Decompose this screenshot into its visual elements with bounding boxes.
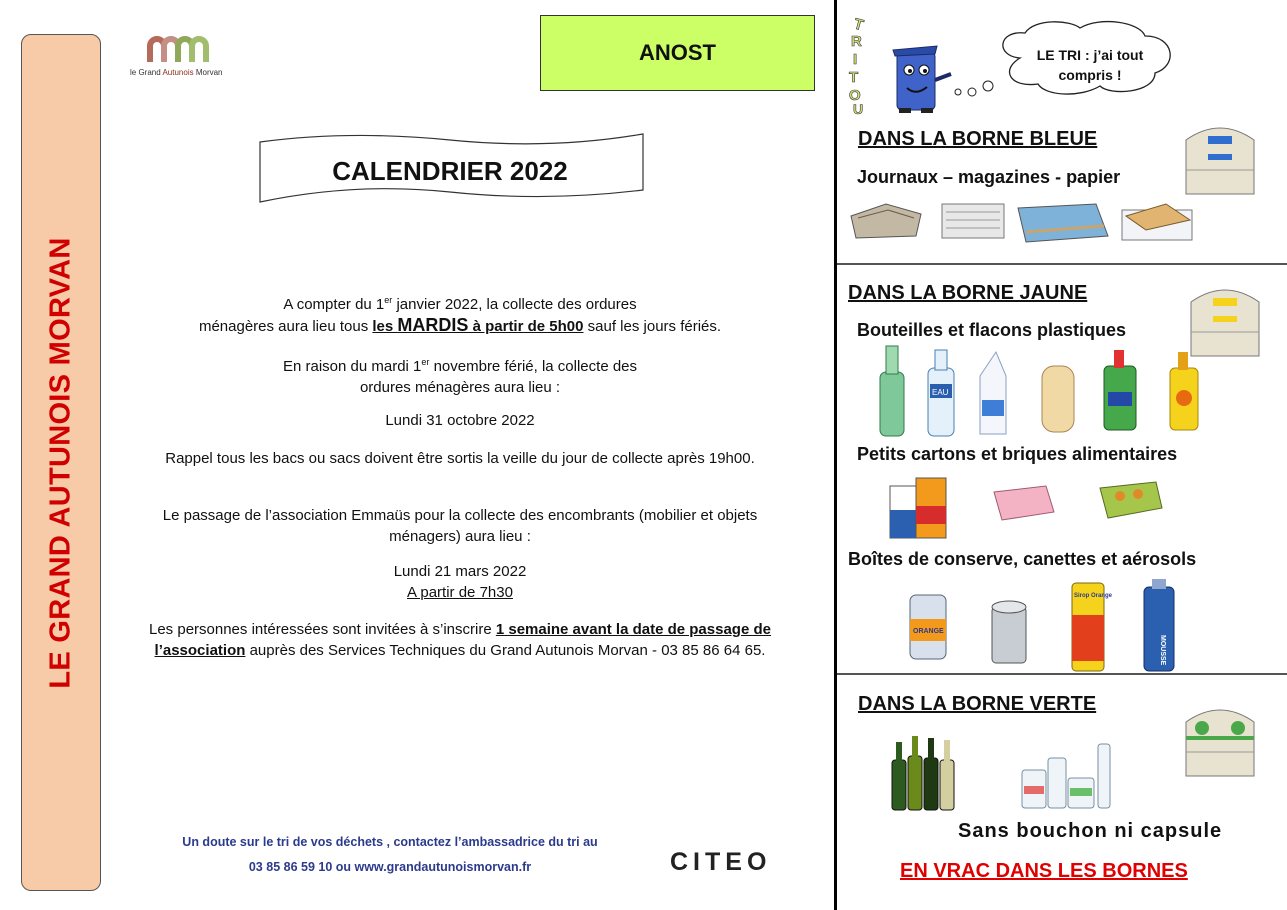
emmaus-date-block — [120, 561, 800, 603]
plastic-bottles-icon — [872, 342, 1212, 440]
blue-items-label: Journaux – magazines - papier — [857, 167, 1121, 187]
green-bin-icon — [1180, 702, 1260, 782]
cartons-icon — [886, 472, 1166, 544]
bulk-notice: EN VRAC DANS LES BORNES — [900, 860, 1188, 882]
registration-paragraph — [120, 619, 800, 661]
svg-text:U: U — [853, 101, 864, 115]
paper-items-icon — [846, 196, 1196, 246]
newspaper-stack-icon — [942, 204, 1004, 238]
svg-text:EAU: EAU — [932, 388, 949, 397]
registration-line-1: Les personnes intéressées sont invitées à s’inscrire 1 semaine avant la date de passage de — [149, 621, 771, 638]
svg-text:O: O — [849, 87, 861, 104]
cracker-box-icon — [994, 486, 1054, 520]
milk-bottle-icon — [980, 352, 1006, 434]
detergent-bottle-icon — [1104, 350, 1136, 430]
svg-text:T: T — [851, 15, 866, 35]
logo-mark-icon — [120, 30, 255, 70]
emmaus-line-2: ménagers) aura lieu : — [389, 528, 531, 545]
syrup-bottle-icon — [1072, 583, 1113, 671]
footer-line-2: 03 85 86 59 10 ou www.grandautunoismorvan.fr — [248, 860, 532, 874]
holiday-paragraph — [120, 352, 800, 398]
tritou-mascot — [845, 10, 960, 115]
green-bottle-icon — [880, 346, 904, 436]
green-note: Sans bouchon ni capsule — [958, 820, 1223, 842]
sidebar-banner — [21, 34, 101, 891]
reminder-text: Rappel tous les bacs ou sacs doivent être sortis la veille du jour de collecte après 19h00. — [165, 450, 755, 467]
logo-text: le Grand Autunois Morvan — [130, 68, 223, 77]
svg-text:Sirop Orange: Sirop Orange — [1074, 593, 1113, 599]
svg-text:ORANGE: ORANGE — [913, 628, 944, 635]
juice-cartons-icon — [890, 478, 946, 538]
blue-bin-icon — [1180, 120, 1260, 200]
svg-text:R: R — [851, 33, 862, 50]
shampoo-bottle-icon — [1042, 366, 1074, 432]
svg-text:I: I — [853, 51, 858, 68]
holiday-date: Lundi 31 octobre 2022 — [385, 412, 535, 429]
title-banner — [255, 128, 645, 210]
oil-bottle-icon — [1170, 352, 1198, 430]
emmaus-date: Lundi 21 mars 2022 — [393, 563, 527, 580]
blue-section-title: DANS LA BORNE BLEUE — [858, 128, 1098, 150]
tritou-mascot-icon — [845, 10, 960, 115]
logo — [120, 30, 255, 90]
glass-items-icon — [886, 730, 1126, 814]
footer-line-1: Un doute sur le tri de vos déchets , contactez l’ambassadrice du tri au — [182, 835, 598, 849]
section-divider — [837, 263, 1287, 265]
sidebar-title: LE GRAND AUTUNOIS MORVAN — [44, 236, 77, 689]
yellow-sub-cans: Boîtes de conserve, canettes et aérosols — [848, 549, 1197, 569]
svg-text:T: T — [849, 69, 859, 86]
water-bottle-icon — [928, 350, 954, 436]
aerosol-can-icon — [1144, 579, 1174, 671]
wine-bottles-icon — [892, 736, 954, 810]
egg-carton-icon — [1100, 482, 1162, 518]
emmaus-line-1: Le passage de l’association Emmaüs pour la collecte des encombrants (mobilier et objets — [162, 507, 758, 524]
yellow-section-title: DANS LA BORNE JAUNE — [848, 282, 1088, 304]
bubble-text: LE TRI : j’ai tout compris ! — [1036, 47, 1144, 83]
yellow-sub-plastics: Bouteilles et flacons plastiques — [857, 320, 1127, 340]
commune-name: ANOST — [540, 15, 815, 91]
page-title: CALENDRIER 2022 — [332, 156, 568, 186]
citeo-logo: CITEO — [670, 848, 772, 876]
emmaus-time: A partir de 7h30 — [407, 584, 513, 601]
green-section-title: DANS LA BORNE VERTE — [858, 693, 1097, 715]
cans-icon — [900, 575, 1190, 675]
glass-jars-icon — [1022, 744, 1110, 808]
magazines-icon — [1018, 204, 1108, 242]
envelopes-icon — [1122, 204, 1192, 240]
yellow-sub-cartons: Petits cartons et briques alimentaires — [857, 444, 1178, 464]
registration-line-2: l’association auprès des Services Techniques du Grand Autunois Morvan - 03 85 86 64 65. — [154, 642, 766, 659]
holiday-line-1: En raison du mardi 1er novembre férié, la collecte des — [282, 357, 638, 375]
holiday-line-2: ordures ménagères aura lieu : — [359, 379, 561, 396]
intro-line-1: A compter du 1er janvier 2022, la collecte des ordures — [283, 295, 637, 313]
svg-text:MOUSSE: MOUSSE — [1159, 635, 1166, 666]
footer-contact — [140, 830, 640, 880]
vertical-divider — [834, 0, 837, 910]
newspapers-icon — [851, 204, 921, 238]
intro-paragraph — [120, 290, 800, 337]
intro-line-2: ménagères aura lieu tous les MARDIS à partir de 5h00 sauf les jours fériés. — [198, 315, 722, 335]
food-can-icon — [992, 601, 1026, 663]
drink-can-icon — [910, 595, 946, 659]
bubble-dots-icon — [952, 70, 996, 100]
emmaus-paragraph — [120, 505, 800, 547]
